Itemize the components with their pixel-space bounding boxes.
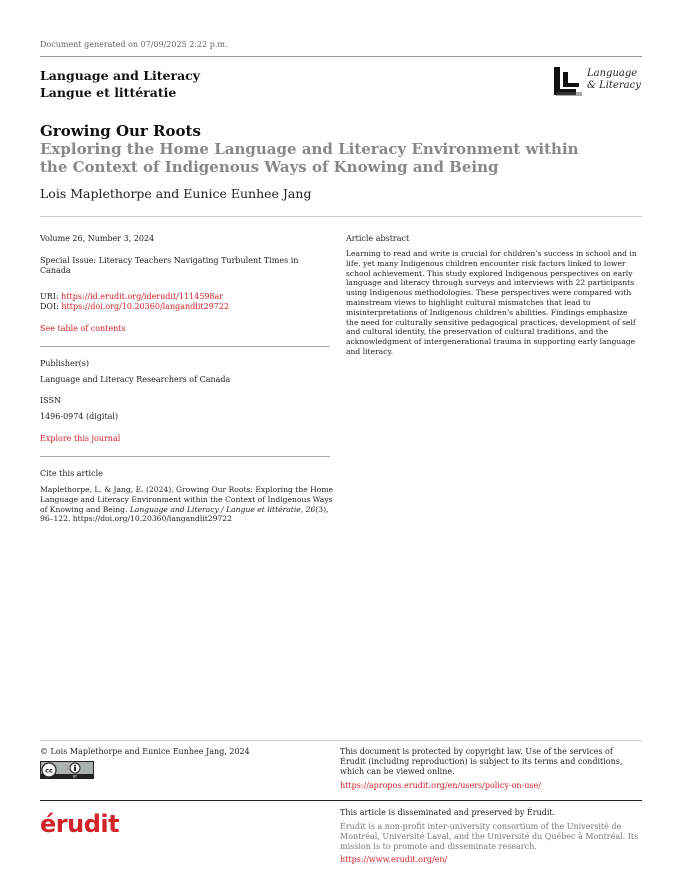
abstract-label: Article abstract <box>346 234 410 243</box>
footer-divider <box>40 740 642 741</box>
uri-label: URI: <box>40 292 62 301</box>
doi-label: DOI: <box>40 302 62 311</box>
journal-logo <box>552 65 644 99</box>
citation-separator: , <box>300 504 306 514</box>
cc-by-license-icon[interactable] <box>40 761 94 779</box>
erudit-logo[interactable]: érudit <box>40 810 120 838</box>
table-of-contents-link[interactable]: See table of contents <box>40 324 126 333</box>
journal-name <box>40 67 200 101</box>
citation-part-2: (3), 96–122. https://doi.org/10.20360/langandlit29722 <box>40 504 329 524</box>
special-issue: Special Issue: Literacy Teachers Navigating Turbulent Times in Canada <box>40 256 299 275</box>
citation-part-1: Maplethorpe, L. & Jang, E. (2024). Growing Our Roots: Exploring the Home Language and Literacy Environment within the Context of Indigenous Ways of Knowing and Being. <box>40 485 334 514</box>
erudit-description: Érudit is a non-profit inter-university consortium of the Université de Montréal, Université Laval, and the Université du Québec à Montréal. Its mission is to promote and disseminate research. <box>340 822 639 851</box>
doi-line <box>40 302 229 312</box>
citation-text <box>40 485 336 524</box>
doi-link[interactable]: https://doi.org/10.20360/langandlit29722 <box>61 302 230 311</box>
logo-text-line2: & Literacy <box>587 80 641 91</box>
logo-text-line1: Language <box>587 68 638 79</box>
article-authors: Lois Maplethorpe and Eunice Eunhee Jang <box>40 186 312 201</box>
citation-volume: 26 <box>305 504 316 514</box>
svg-text:cc: cc <box>45 766 53 775</box>
volume-info: Volume 26, Number 3, 2024 <box>40 234 155 243</box>
article-subtitle: Exploring the Home Language and Literacy Environment within the Context of Indigenous Ways of Knowing and Being <box>40 140 579 176</box>
left-divider-1 <box>40 346 330 347</box>
footer-divider-2 <box>40 800 642 801</box>
ll-logo-icon <box>552 66 584 98</box>
title-divider <box>40 216 642 217</box>
rights-notice: This document is protected by copyright law. Use of the services of Érudit (including reproduction) is subject to its terms and conditions, which can be viewed online. <box>340 747 623 776</box>
abstract-text: Learning to read and write is crucial for children’s success in school and in life, yet many Indigenous children encounter risk factors linked to lower school achievement. This study explored Indigenous perspectives on early language and literacy through surveys and interviews with 22 participants using Indigenous methodologies. These perspectives were compared with mainstream views to highlight cultural mismatches that lead to misinterpretations of Indigenous children’s abilities. Findings emphasize the need for culturally sensitive pedagogical practices, development of self and cultural identity, the preservation of cultural traditions, and the acknowledgment of intergenerational trauma in supporting early language and literacy. <box>346 249 637 356</box>
citation-journal: Language and Literacy / Langue et littératie <box>129 504 301 514</box>
journal-name-fr: Langue et littératie <box>40 85 177 100</box>
uri-link[interactable]: https://id.erudit.org/iderudit/1114598ar <box>61 292 224 301</box>
publisher-name: Language and Literacy Researchers of Canada <box>40 375 231 384</box>
left-divider-2 <box>40 456 330 457</box>
policy-link[interactable]: https://apropos.erudit.org/en/users/policy-on-use/ <box>340 781 541 790</box>
svg-text:BY: BY <box>73 774 77 779</box>
uri-line <box>40 292 223 302</box>
cite-label: Cite this article <box>40 469 103 478</box>
disseminated-notice: This article is disseminated and preserved by Érudit. <box>340 808 556 817</box>
explore-journal-link[interactable]: Explore this journal <box>40 434 121 443</box>
header-divider <box>40 56 642 57</box>
publisher-label: Publisher(s) <box>40 359 89 368</box>
copyright: © Lois Maplethorpe and Eunice Eunhee Jang, 2024 <box>40 747 250 756</box>
issn-label: ISSN <box>40 396 61 405</box>
article-title: Growing Our Roots <box>40 122 201 140</box>
generated-timestamp: Document generated on 07/09/2025 2:22 p.m. <box>40 40 228 49</box>
issn-value: 1496-0974 (digital) <box>40 412 119 421</box>
journal-name-en: Language and Literacy <box>40 68 201 83</box>
erudit-link[interactable]: https://www.erudit.org/en/ <box>340 855 448 864</box>
